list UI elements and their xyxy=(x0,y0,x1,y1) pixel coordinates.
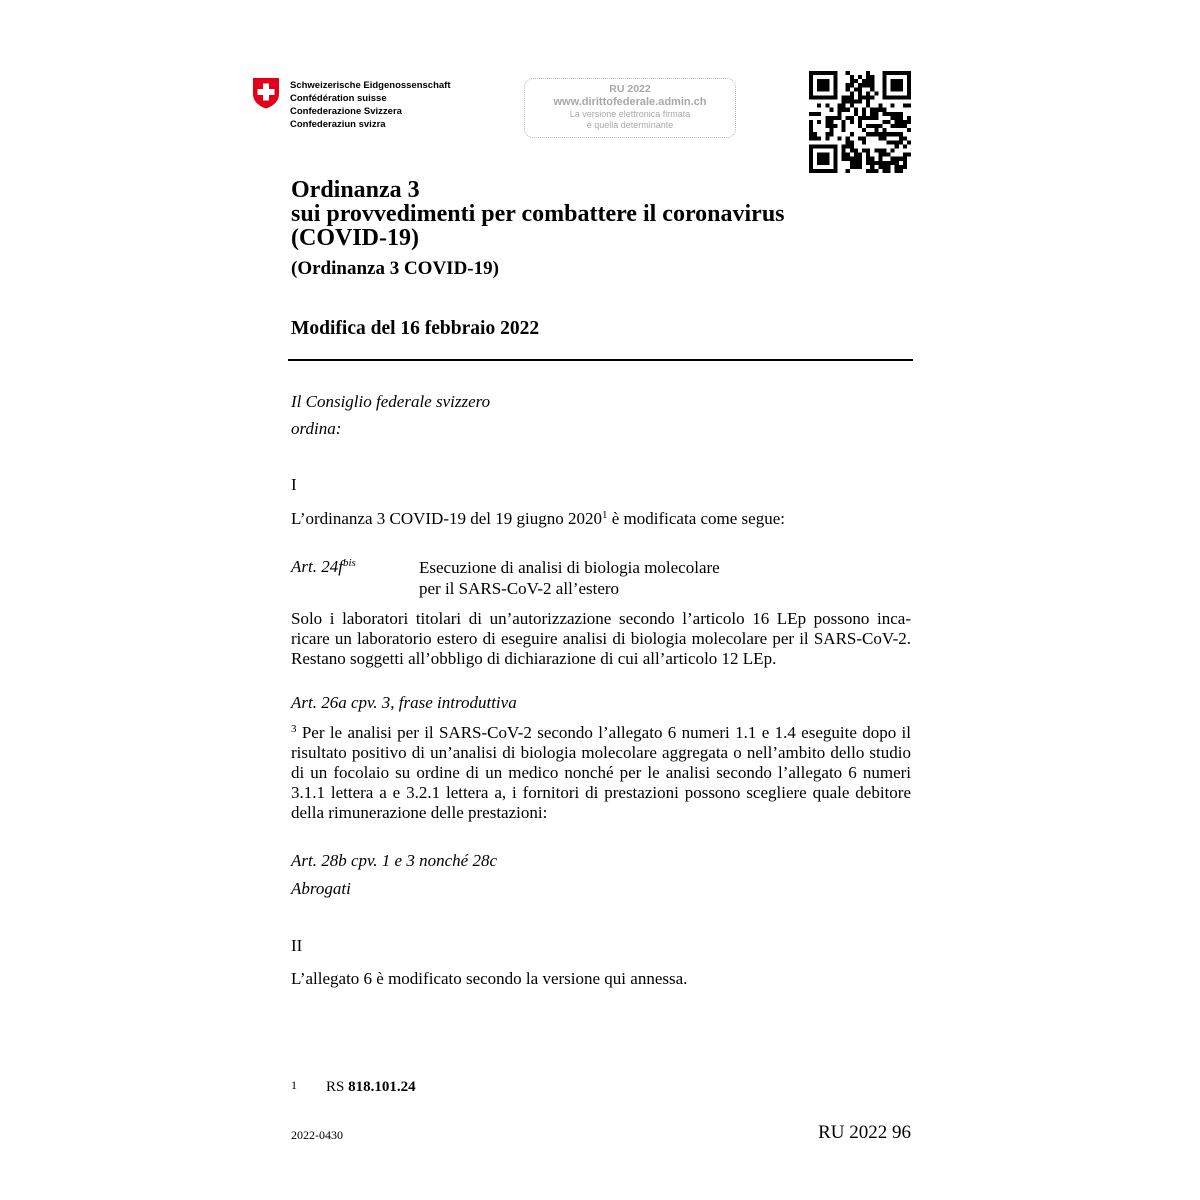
page-reference: RU 2022 96 xyxy=(818,1122,911,1143)
article-26a-label: Art. 26a cpv. 3, frase introduttiva xyxy=(291,693,517,712)
footnote-ref[interactable]: 1 xyxy=(602,509,608,521)
confederation-name-fr: Confédération suisse xyxy=(290,93,387,104)
art24-title-line1: Esecuzione di analisi di biologia molecolare xyxy=(419,558,720,577)
article-26a-text: Per le analisi per il SARS-CoV-2 secondo l’allegato 6 numeri 1.1 e 1.4 eseguite dopo il risultato positivo di un’analisi di biologia molecolare aggregata o nell’ambito dello studio di un focolaio su ordine di un medico nonché per le analisi secondo l’allegato 6 numeri 3.1.1 lettera a e 3.2.1 lettera a, i fornitori di prestazioni possono scegliere quale debitore della rimunerazione delle prestazioni: xyxy=(291,723,911,822)
confederation-name-de: Schweizerische Eidgenossenschaft xyxy=(290,80,451,91)
swiss-cross-shield-icon xyxy=(252,77,280,109)
confederation-names xyxy=(290,79,451,131)
article-24f-bis-title xyxy=(419,557,720,599)
paragraph-number: 3 xyxy=(291,723,297,735)
article-24f-bis-body: Solo i laboratori titolari di un’autorizzazione secondo l’articolo 16 LEp possono inca-ricare un laboratorio estero di eseguire analisi di biologia molecolare per il SARS-CoV-2. Restano soggetti all’obbligo di dichiarazione di cui all’articolo 12 LEp. xyxy=(291,609,911,668)
title-line-2: sui provvedimenti per combattere il coronavirus xyxy=(291,201,785,227)
footnote-prefix: RS xyxy=(326,1079,349,1095)
art24-label-text: Art. 24f xyxy=(291,557,343,576)
art24-label-sup: bis xyxy=(342,557,356,569)
issuing-authority: Il Consiglio federale svizzero xyxy=(291,392,491,411)
annex-paragraph: L’allegato 6 è modificato secondo la versione qui annessa. xyxy=(291,969,688,988)
confederation-name-rm: Confederaziun svizra xyxy=(290,119,386,130)
stamp-note-line2: è quella determinante xyxy=(586,120,674,130)
intro-text: L’ordinanza 3 COVID-19 del 19 giugno 2020 xyxy=(291,509,602,528)
article-24f-bis-label xyxy=(291,557,356,577)
publication-stamp xyxy=(524,78,736,138)
confederation-name-it: Confederazione Svizzera xyxy=(290,106,402,117)
section-heading-ii: II xyxy=(291,936,303,955)
art24-title-line2: per il SARS-CoV-2 all’estero xyxy=(419,579,620,598)
section-heading-i: I xyxy=(291,475,297,494)
amendment-date: Modifica del 16 febbraio 2022 xyxy=(291,318,540,339)
stamp-note-line1: La versione elettronica firmata xyxy=(569,109,691,119)
title-line-3: (COVID-19) xyxy=(291,225,419,251)
stamp-collection: RU 2022 xyxy=(609,83,651,95)
stamp-website: www.dirittofederale.admin.ch xyxy=(553,96,707,108)
document-number: 2022-0430 xyxy=(291,1128,343,1142)
article-28b-body: Abrogati xyxy=(291,879,351,898)
ordains-text: ordina: xyxy=(291,419,342,438)
ordinance-title xyxy=(291,178,785,250)
footnote-number: 1 xyxy=(291,1078,297,1092)
intro-paragraph xyxy=(291,509,785,529)
title-line-1: Ordinanza 3 xyxy=(291,177,420,203)
short-title: (Ordinanza 3 COVID-19) xyxy=(291,258,499,279)
article-26a-body xyxy=(291,723,911,823)
intro-suffix: è modificata come segue: xyxy=(607,509,785,528)
qr-code-icon xyxy=(809,71,911,173)
article-28b-label: Art. 28b cpv. 1 e 3 nonché 28c xyxy=(291,851,497,870)
footnote-text xyxy=(326,1079,416,1096)
title-divider xyxy=(288,359,913,361)
footnote-reference[interactable]: 818.101.24 xyxy=(348,1079,416,1095)
